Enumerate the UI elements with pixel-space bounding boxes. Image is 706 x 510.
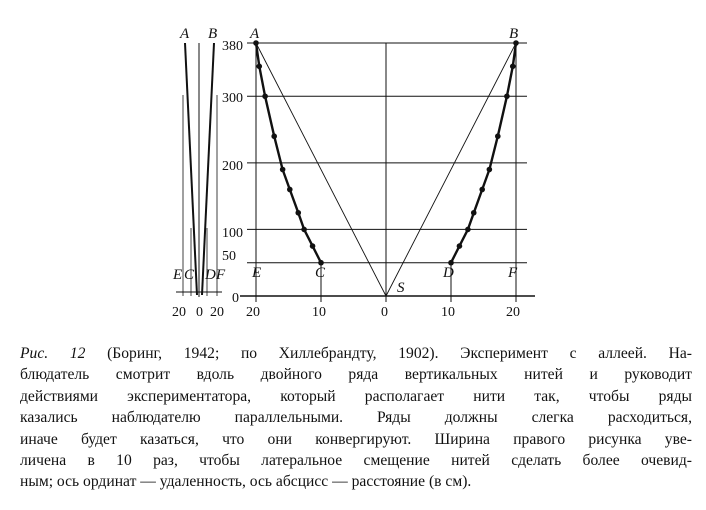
left-label-c: C — [184, 267, 195, 283]
thread-point-right-6 — [471, 210, 477, 216]
thread-point-left-6 — [295, 210, 301, 216]
figure-caption — [20, 343, 692, 493]
thread-point-left-2 — [262, 93, 268, 99]
left-label-b: B — [208, 26, 218, 42]
thread-point-left-7 — [301, 227, 307, 233]
caption-line: иначе будет казаться, что они конвергируют. Ширина правого рисунка уве- — [20, 430, 692, 448]
caption-line: действиями экспериментатора, который располагает нити так, чтобы ряды — [20, 387, 692, 405]
thread-point-left-4 — [280, 167, 286, 173]
left-row-line-b — [202, 43, 214, 295]
thread-point-left-3 — [271, 133, 277, 139]
caption-fig-ref: Рис. 12 — [20, 345, 86, 362]
right-label-c: C — [315, 265, 326, 281]
right-label-d: D — [443, 265, 454, 281]
left-x-tick-0: 20 — [172, 305, 186, 320]
caption-line: блюдатель смотрит вдоль двойного ряда вертикальных нитей и руководит — [20, 366, 692, 384]
left-x-tick-2: 20 — [210, 305, 224, 320]
caption-line-text: (Боринг, 1942; по Хиллебрандту, 1902). Эксперимент с аллеей. На- — [85, 345, 692, 362]
left-x-tick-1: 0 — [196, 305, 203, 320]
left-label-f: F — [216, 267, 226, 283]
left-label-d: D — [205, 267, 216, 283]
sight-line-sb — [386, 43, 516, 296]
caption-line: личена в 10 раз, чтобы латеральное смещение нитей сделать более очевид- — [20, 452, 692, 470]
right-x-tick-0: 20 — [246, 305, 260, 320]
y-tick-50: 50 — [222, 249, 236, 264]
y-tick-200: 200 — [222, 159, 243, 174]
right-label-b: B — [509, 26, 519, 42]
thread-point-right-8 — [457, 243, 463, 249]
right-label-f: F — [508, 265, 518, 281]
caption-line: ным; ось ординат — удаленность, ось абсцисс — расстояние (в см). — [20, 473, 472, 491]
y-tick-0: 0 — [232, 291, 239, 306]
thread-point-left-5 — [287, 187, 293, 193]
right-label-s: S — [397, 280, 405, 296]
thread-point-left-1 — [256, 64, 262, 70]
caption-line — [20, 343, 692, 364]
thread-point-right-7 — [465, 227, 471, 233]
left-label-a: A — [180, 26, 190, 42]
thread-point-right-4 — [487, 167, 493, 173]
y-tick-300: 300 — [222, 91, 243, 106]
left-label-e: E — [173, 267, 183, 283]
right-x-tick-1: 10 — [312, 305, 326, 320]
thread-point-left-8 — [310, 243, 316, 249]
y-tick-100: 100 — [222, 226, 243, 241]
left-panel — [176, 43, 222, 297]
caption-line: казались наблюдателю параллельными. Ряды должны слегка расходиться, — [20, 409, 692, 427]
thread-point-right-2 — [504, 93, 510, 99]
thread-point-right-5 — [479, 187, 485, 193]
right-panel-plot — [240, 40, 535, 302]
thread-point-right-3 — [495, 133, 501, 139]
right-label-e: E — [252, 265, 262, 281]
right-x-tick-2: 0 — [381, 305, 388, 320]
right-x-tick-3: 10 — [441, 305, 455, 320]
thread-point-right-1 — [510, 64, 516, 70]
right-x-tick-4: 20 — [506, 305, 520, 320]
right-label-a: A — [250, 26, 260, 42]
y-tick-380: 380 — [222, 39, 243, 54]
sight-line-sa — [256, 43, 386, 296]
